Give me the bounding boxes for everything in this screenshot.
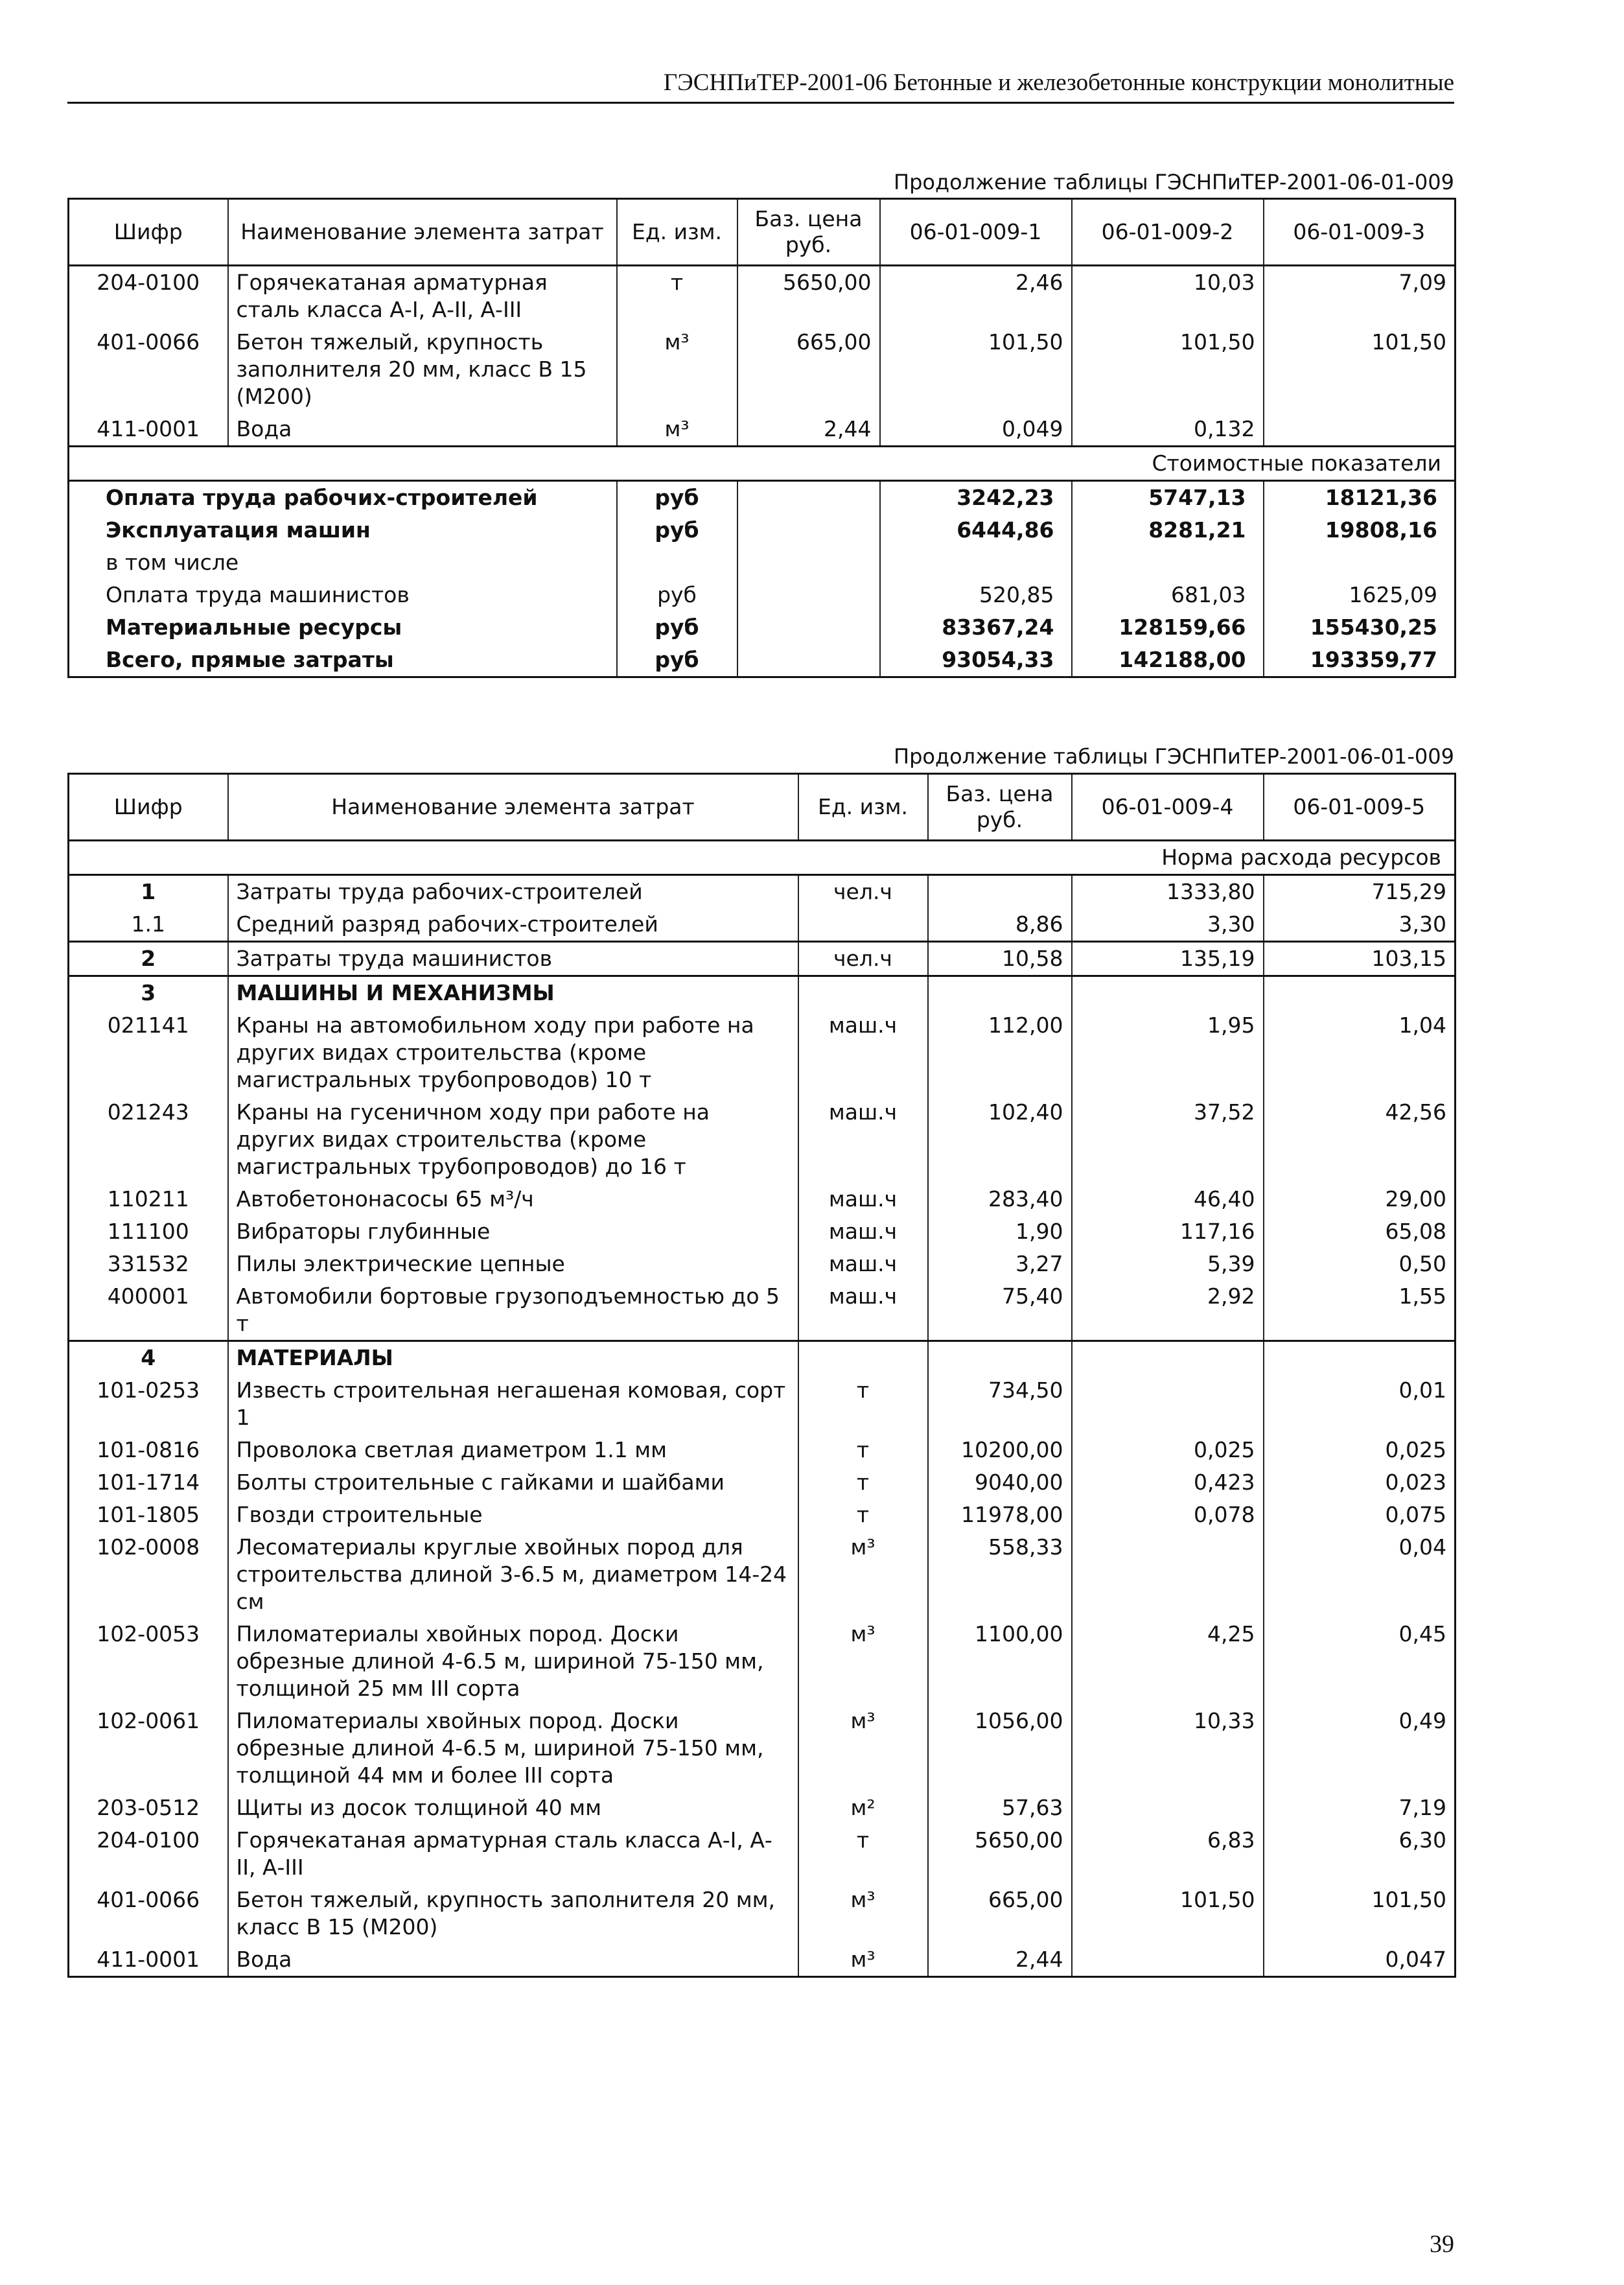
cell-name: Пилы электрические цепные	[228, 1248, 798, 1280]
empty-cell	[798, 976, 928, 1010]
cell-norm-5: 0,01	[1264, 1374, 1456, 1434]
table-row	[69, 1183, 1456, 1215]
cell-price: 2,44	[737, 413, 880, 447]
cost-value-3: 155430,25	[1264, 611, 1456, 644]
cell-unit: маш.ч	[798, 1280, 928, 1341]
table-row	[69, 1618, 1456, 1705]
cell-name: Автомобили бортовые грузоподъемностью до 5 т	[228, 1280, 798, 1341]
cell-name: Затраты труда рабочих-строителей	[228, 875, 798, 909]
col-norm-2-header: 06-01-009-2	[1072, 199, 1264, 266]
cost-row	[69, 481, 1456, 515]
cell-price: 9040,00	[928, 1466, 1072, 1499]
cell-price: 57,63	[928, 1792, 1072, 1824]
cost-value-3: 19808,16	[1264, 514, 1456, 546]
cell-unit: м³	[798, 1705, 928, 1792]
cell-price: 665,00	[928, 1884, 1072, 1943]
cell-unit: т	[798, 1434, 928, 1466]
cost-value-2: 8281,21	[1072, 514, 1264, 546]
cell-unit: маш.ч	[798, 1215, 928, 1248]
cell-name: Бетон тяжелый, крупность заполнителя 20 мм, класс В 15 (М200)	[228, 1884, 798, 1943]
resource-table-1	[67, 198, 1456, 678]
cost-row	[69, 546, 1456, 579]
cell-name: Щиты из досок толщиной 40 мм	[228, 1792, 798, 1824]
cost-section-title: Стоимостные показатели	[69, 447, 1456, 481]
cell-code: 111100	[69, 1215, 228, 1248]
cell-name: Средний разряд рабочих-строителей	[228, 908, 798, 942]
table-row	[69, 1215, 1456, 1248]
cost-value-1: 6444,86	[880, 514, 1072, 546]
cell-norm-1: 101,50	[880, 326, 1072, 413]
cell-unit: м³	[617, 413, 737, 447]
cost-value-1: 93054,33	[880, 644, 1072, 677]
cell-norm-4: 101,50	[1072, 1884, 1264, 1943]
table-row	[69, 326, 1456, 413]
empty-cell	[1072, 1341, 1264, 1375]
cell-code: 204-0100	[69, 1824, 228, 1884]
cell-code: 101-0253	[69, 1374, 228, 1434]
cell-norm-5: 65,08	[1264, 1215, 1456, 1248]
cell-norm-5: 0,04	[1264, 1531, 1456, 1618]
cost-unit: руб	[617, 579, 737, 611]
cost-value-3	[1264, 546, 1456, 579]
cell-norm-4: 117,16	[1072, 1215, 1264, 1248]
cell-code: 411-0001	[69, 413, 228, 447]
cost-name: Оплата труда рабочих-строителей	[69, 481, 617, 515]
table-row	[69, 1792, 1456, 1824]
cell-unit: т	[798, 1466, 928, 1499]
cell-unit: маш.ч	[798, 1009, 928, 1096]
empty-cell	[1264, 1341, 1456, 1375]
cell-price: 8,86	[928, 908, 1072, 942]
cell-code: 1.1	[69, 908, 228, 942]
col-price-header: Баз. цена руб.	[737, 199, 880, 266]
cell-code: 401-0066	[69, 1884, 228, 1943]
cell-unit: т	[617, 266, 737, 327]
cell-price: 3,27	[928, 1248, 1072, 1280]
cell-code: 101-1805	[69, 1499, 228, 1531]
col-norm-4-header: 06-01-009-4	[1072, 774, 1264, 841]
cell-code: 2	[69, 942, 228, 976]
cell-name: Автобетононасосы 65 м³/ч	[228, 1183, 798, 1215]
cost-name: Всего, прямые затраты	[69, 644, 617, 677]
cell-norm-3	[1264, 413, 1456, 447]
cost-section-header	[69, 447, 1456, 481]
cell-name: Затраты труда машинистов	[228, 942, 798, 976]
cell-norm-4	[1072, 1531, 1264, 1618]
cell-unit: т	[798, 1824, 928, 1884]
table-row	[69, 1884, 1456, 1943]
cell-norm-4	[1072, 1943, 1264, 1977]
cell-name: Вода	[228, 1943, 798, 1977]
cell-code: 400001	[69, 1280, 228, 1341]
section-number: 4	[69, 1341, 228, 1375]
cell-norm-2: 10,03	[1072, 266, 1264, 327]
table-row	[69, 1374, 1456, 1434]
cost-name: в том числе	[69, 546, 617, 579]
cost-value-1: 83367,24	[880, 611, 1072, 644]
cell-price: 5650,00	[928, 1824, 1072, 1884]
cost-name: Эксплуатация машин	[69, 514, 617, 546]
table-row	[69, 1434, 1456, 1466]
cell-norm-2: 101,50	[1072, 326, 1264, 413]
col-norm-3-header: 06-01-009-3	[1264, 199, 1456, 266]
cell-code: 204-0100	[69, 266, 228, 327]
cell-price: 10200,00	[928, 1434, 1072, 1466]
section-number: 3	[69, 976, 228, 1010]
empty-cell	[928, 1341, 1072, 1375]
cost-row	[69, 579, 1456, 611]
cell-norm-5: 42,56	[1264, 1096, 1456, 1183]
table-row	[69, 1943, 1456, 1977]
cost-unit: руб	[617, 514, 737, 546]
cost-price-empty	[737, 481, 880, 515]
cell-norm-2: 0,132	[1072, 413, 1264, 447]
cell-norm-4: 0,025	[1072, 1434, 1264, 1466]
cell-norm-5: 1,04	[1264, 1009, 1456, 1096]
cost-unit: руб	[617, 481, 737, 515]
cell-unit: м³	[798, 1618, 928, 1705]
empty-cell	[798, 1341, 928, 1375]
col-code-header: Шифр	[69, 774, 228, 841]
cell-norm-1: 0,049	[880, 413, 1072, 447]
cell-name: Горячекатаная арматурная сталь класса А-I, А-II, А-III	[228, 1824, 798, 1884]
cost-price-empty	[737, 611, 880, 644]
empty-cell	[1264, 976, 1456, 1010]
table-row	[69, 1280, 1456, 1341]
cell-norm-4: 0,078	[1072, 1499, 1264, 1531]
cell-code: 102-0053	[69, 1618, 228, 1705]
cost-unit: руб	[617, 611, 737, 644]
table-row	[69, 1466, 1456, 1499]
cell-code: 203-0512	[69, 1792, 228, 1824]
cell-price: 1100,00	[928, 1618, 1072, 1705]
section-row	[69, 1341, 1456, 1375]
cell-norm-4: 135,19	[1072, 942, 1264, 976]
cost-unit	[617, 546, 737, 579]
cell-price: 665,00	[737, 326, 880, 413]
cell-norm-4	[1072, 1792, 1264, 1824]
cell-name: Вибраторы глубинные	[228, 1215, 798, 1248]
cell-price: 1,90	[928, 1215, 1072, 1248]
cell-norm-5: 0,025	[1264, 1434, 1456, 1466]
cell-price: 283,40	[928, 1183, 1072, 1215]
cell-code: 102-0008	[69, 1531, 228, 1618]
cost-value-1	[880, 546, 1072, 579]
cost-value-2	[1072, 546, 1264, 579]
cell-code: 331532	[69, 1248, 228, 1280]
cell-norm-5: 29,00	[1264, 1183, 1456, 1215]
cost-price-empty	[737, 546, 880, 579]
col-norm-1-header: 06-01-009-1	[880, 199, 1072, 266]
cell-name: Известь строительная негашеная комовая, сорт 1	[228, 1374, 798, 1434]
cell-norm-5: 0,023	[1264, 1466, 1456, 1499]
cell-norm-5: 1,55	[1264, 1280, 1456, 1341]
cell-unit: т	[798, 1499, 928, 1531]
cost-row	[69, 644, 1456, 677]
empty-cell	[928, 976, 1072, 1010]
cost-value-2: 128159,66	[1072, 611, 1264, 644]
cell-code: 021243	[69, 1096, 228, 1183]
cost-value-2: 681,03	[1072, 579, 1264, 611]
cost-row	[69, 514, 1456, 546]
cell-norm-5: 0,45	[1264, 1618, 1456, 1705]
cell-unit: м²	[798, 1792, 928, 1824]
cell-price: 102,40	[928, 1096, 1072, 1183]
table-row	[69, 1705, 1456, 1792]
table-row	[69, 266, 1456, 327]
table-row	[69, 1531, 1456, 1618]
cost-name: Оплата труда машинистов	[69, 579, 617, 611]
cell-norm-5: 0,49	[1264, 1705, 1456, 1792]
col-name-header: Наименование элемента затрат	[228, 774, 798, 841]
cell-norm-5: 0,047	[1264, 1943, 1456, 1977]
table-row	[69, 942, 1456, 976]
cell-norm-4: 10,33	[1072, 1705, 1264, 1792]
cell-price: 11978,00	[928, 1499, 1072, 1531]
cost-price-empty	[737, 644, 880, 677]
cell-norm-4: 4,25	[1072, 1618, 1264, 1705]
table2-continuation-title: Продолжение таблицы ГЭСНПиТЕР-2001-06-01-009	[894, 744, 1454, 769]
col-unit-header: Ед. изм.	[798, 774, 928, 841]
cost-row	[69, 611, 1456, 644]
table2-header-row	[69, 774, 1456, 841]
col-unit-header: Ед. изм.	[617, 199, 737, 266]
cell-price: 734,50	[928, 1374, 1072, 1434]
cost-unit: руб	[617, 644, 737, 677]
table-row	[69, 413, 1456, 447]
empty-cell	[1072, 976, 1264, 1010]
cell-name: Пиломатериалы хвойных пород. Доски обрезные длиной 4-6.5 м, шириной 75-150 мм, толщиной 25 мм III сорта	[228, 1618, 798, 1705]
cell-norm-4: 46,40	[1072, 1183, 1264, 1215]
cell-name: Вода	[228, 413, 617, 447]
cell-norm-4: 5,39	[1072, 1248, 1264, 1280]
cost-price-empty	[737, 514, 880, 546]
table-row	[69, 1499, 1456, 1531]
section-row	[69, 976, 1456, 1010]
table-row	[69, 1009, 1456, 1096]
cell-norm-4: 2,92	[1072, 1280, 1264, 1341]
cell-name: Краны на автомобильном ходу при работе на других видах строительства (кроме магистральных трубопроводов) 10 т	[228, 1009, 798, 1096]
cost-value-2: 142188,00	[1072, 644, 1264, 677]
cell-name: Лесоматериалы круглые хвойных пород для строительства длиной 3-6.5 м, диаметром 14-24 см	[228, 1531, 798, 1618]
table1-header-row	[69, 199, 1456, 266]
cell-unit	[798, 908, 928, 942]
cell-code: 021141	[69, 1009, 228, 1096]
cell-norm-5: 0,50	[1264, 1248, 1456, 1280]
cell-unit: маш.ч	[798, 1096, 928, 1183]
cell-price	[928, 875, 1072, 909]
cell-norm-5: 715,29	[1264, 875, 1456, 909]
section-title: МАШИНЫ И МЕХАНИЗМЫ	[228, 976, 798, 1010]
norm-section-title: Норма расхода ресурсов	[69, 841, 1456, 875]
cell-price: 1056,00	[928, 1705, 1072, 1792]
cost-value-1: 520,85	[880, 579, 1072, 611]
cell-norm-4: 3,30	[1072, 908, 1264, 942]
cell-price: 2,44	[928, 1943, 1072, 1977]
cell-norm-5: 103,15	[1264, 942, 1456, 976]
cell-name: Проволока светлая диаметром 1.1 мм	[228, 1434, 798, 1466]
cost-value-2: 5747,13	[1072, 481, 1264, 515]
cell-norm-5: 7,19	[1264, 1792, 1456, 1824]
cell-price: 558,33	[928, 1531, 1072, 1618]
cell-unit: м³	[617, 326, 737, 413]
section-title: МАТЕРИАЛЫ	[228, 1341, 798, 1375]
cell-name: Горячекатаная арматурная сталь класса А-I, А-II, А-III	[228, 266, 617, 327]
col-norm-5-header: 06-01-009-5	[1264, 774, 1456, 841]
cost-value-3: 193359,77	[1264, 644, 1456, 677]
cell-norm-4: 0,423	[1072, 1466, 1264, 1499]
table-row	[69, 875, 1456, 909]
cell-unit: маш.ч	[798, 1248, 928, 1280]
cell-code: 401-0066	[69, 326, 228, 413]
cell-norm-3: 7,09	[1264, 266, 1456, 327]
cell-norm-5: 6,30	[1264, 1824, 1456, 1884]
cell-name: Гвозди строительные	[228, 1499, 798, 1531]
cell-norm-4	[1072, 1374, 1264, 1434]
cell-name: Болты строительные с гайками и шайбами	[228, 1466, 798, 1499]
cell-price: 112,00	[928, 1009, 1072, 1096]
cell-code: 1	[69, 875, 228, 909]
table1-continuation-title: Продолжение таблицы ГЭСНПиТЕР-2001-06-01-009	[894, 170, 1454, 194]
cell-code: 411-0001	[69, 1943, 228, 1977]
cell-unit: м³	[798, 1531, 928, 1618]
cell-code: 110211	[69, 1183, 228, 1215]
cell-unit: т	[798, 1374, 928, 1434]
cost-price-empty	[737, 579, 880, 611]
table-row	[69, 908, 1456, 942]
cell-unit: маш.ч	[798, 1183, 928, 1215]
cell-norm-5: 101,50	[1264, 1884, 1456, 1943]
col-code-header: Шифр	[69, 199, 228, 266]
cell-norm-4: 6,83	[1072, 1824, 1264, 1884]
cell-unit: чел.ч	[798, 875, 928, 909]
page-header: ГЭСНПиТЕР-2001-06 Бетонные и железобетонные конструкции монолитные	[67, 69, 1454, 104]
norm-section-header	[69, 841, 1456, 875]
cell-unit: чел.ч	[798, 942, 928, 976]
cell-code: 101-0816	[69, 1434, 228, 1466]
page-number: 39	[1430, 2231, 1454, 2258]
table-row	[69, 1824, 1456, 1884]
cell-code: 101-1714	[69, 1466, 228, 1499]
col-name-header: Наименование элемента затрат	[228, 199, 617, 266]
cell-unit: м³	[798, 1884, 928, 1943]
cell-norm-4: 1,95	[1072, 1009, 1264, 1096]
cell-name: Бетон тяжелый, крупность заполнителя 20 мм, класс В 15 (М200)	[228, 326, 617, 413]
cell-unit: м³	[798, 1943, 928, 1977]
table-row	[69, 1248, 1456, 1280]
cell-price: 75,40	[928, 1280, 1072, 1341]
cell-norm-4: 1333,80	[1072, 875, 1264, 909]
cell-norm-4: 37,52	[1072, 1096, 1264, 1183]
cost-value-3: 1625,09	[1264, 579, 1456, 611]
cell-price: 10,58	[928, 942, 1072, 976]
cell-name: Краны на гусеничном ходу при работе на других видах строительства (кроме магистральных трубопроводов) до 16 т	[228, 1096, 798, 1183]
cost-value-3: 18121,36	[1264, 481, 1456, 515]
cell-norm-5: 3,30	[1264, 908, 1456, 942]
cell-code: 102-0061	[69, 1705, 228, 1792]
cost-name: Материальные ресурсы	[69, 611, 617, 644]
table-row	[69, 1096, 1456, 1183]
cost-value-1: 3242,23	[880, 481, 1072, 515]
cell-name: Пиломатериалы хвойных пород. Доски обрезные длиной 4-6.5 м, шириной 75-150 мм, толщиной 44 мм и более III сорта	[228, 1705, 798, 1792]
cell-norm-1: 2,46	[880, 266, 1072, 327]
cell-norm-5: 0,075	[1264, 1499, 1456, 1531]
resource-table-2	[67, 773, 1456, 1978]
cell-price: 5650,00	[737, 266, 880, 327]
cell-norm-3: 101,50	[1264, 326, 1456, 413]
col-price-header: Баз. цена руб.	[928, 774, 1072, 841]
